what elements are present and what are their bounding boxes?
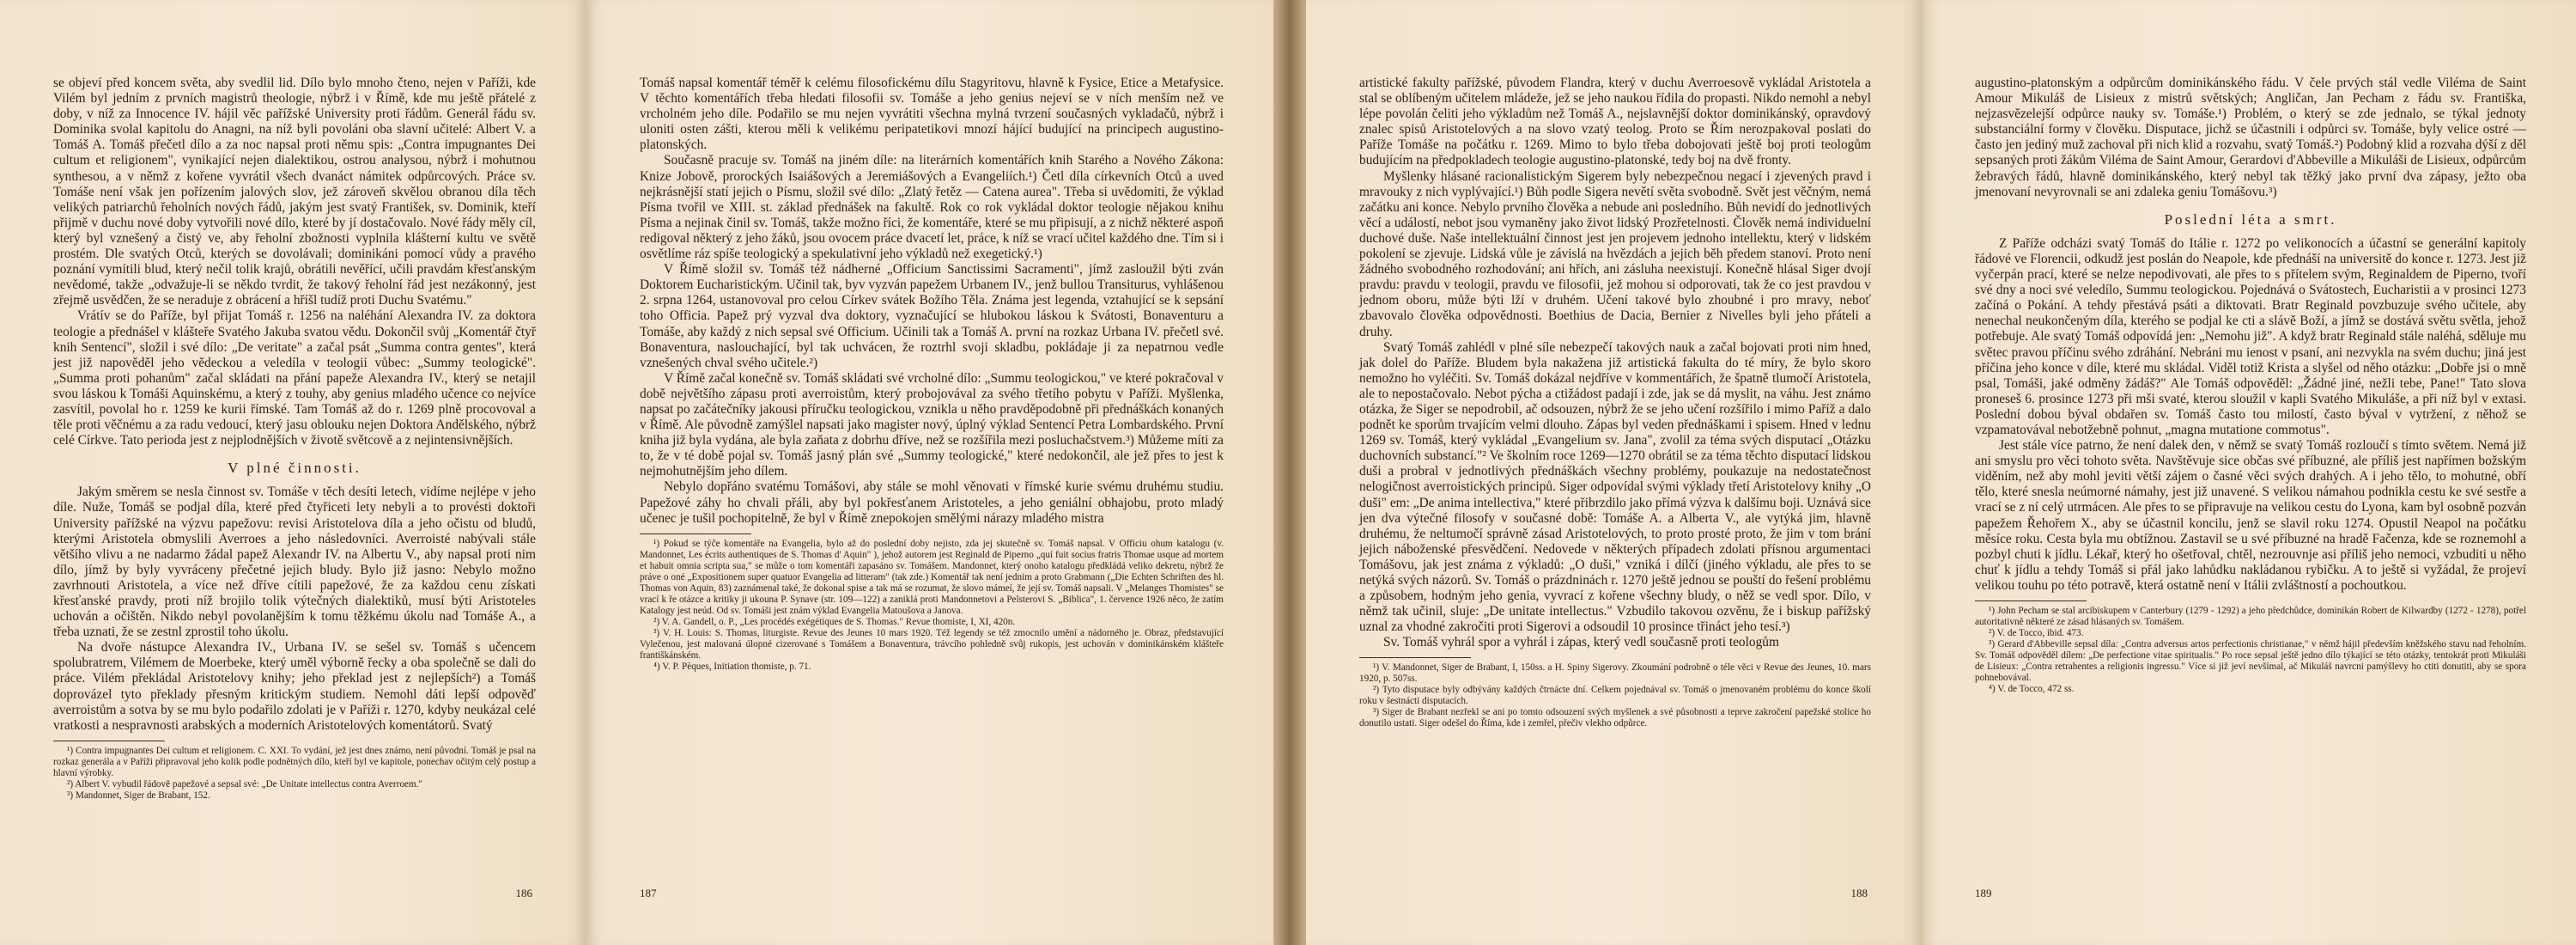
footnote: ¹) Pokud se týče komentáře na Evangelia, bylo až do poslední doby nejisto, zda jej skutečně sv. Tomáš napsal. V Officiu ohum katalogu (v. Mandonnet, Les écrits authentiques de S. Thomas d' Aquin" ), jehož autorem jest Reginald de Piperno „quí fuit socius fratris Thomae usque ad mortem et habuit omnia scripta sua," se může o tom komentáři zapasáno sv. Tomášem. Mandonnet, který onoho katalogu předkládá veliko dekretu, nýbrž že práve o oné „Expositionem super quatuor Evangelia ad litteram" (tak zde.) Komentář tak není jednim a proto Grabmann („Die Echten Schriften des hl. Thomas von Aquin, 83) zaznámenal také, že dokonal spise a tak má se rozumat, že slovo mámeí, že její sv. Tomáš napsali. V „Melanges Thomistes" se vrací k ře otázce a kritiky ji ukouna P. Synave (str. 109—122) a zaniklá proti Mandonnetovi a Pelsterovi S. „Biblica", 1. července 1926 něco, že zatím Katalogy jest neúd. Od sv. Tomáši jest znám výklad Evangelia Matoušova a Janova. [640,538,1224,616]
footnote: ¹) V. Mandonnet, Siger de Brabant, I, 150ss. a H. Spiny Sigerovy. Zkoumání podrobně o téle věci v Revue des Jeunes, 10. mars 1920, p. 507ss. [1359,662,1871,685]
footnote: ⁴) V. P. Pèques, Initiation thomiste, p. 71. [653,661,811,672]
section-heading: V plné činnosti. [228,460,361,477]
page-189 [1922,0,2576,945]
footnote: ³) Mandonnet, Siger de Brabant, 152. [67,790,210,801]
page-188-text [1359,76,1871,729]
section-heading: Poslední léta a smrt. [2164,210,2337,228]
book-binding [1273,0,1306,945]
footnotes [1975,606,2526,695]
footnote: ¹) John Pecham se stal arcibiskupem v Canterbury (1279 - 1292) a jeho předchůdce, dominikán Robert de Kilwardby (1272 - 1278), potřel autoritativně některé ze zásad hlásaných sv. Tomášem. [1975,606,2526,627]
paragraph: Jakým směrem se nesla činnost sv. Tomáše v těch desíti letech, vidíme nejlépe v jeho díle. Nuže, Tomáš se podjal díla, které před čtyřiceti lety nebyli a to provésti doktoři University pařížské na výzvu papežovu: revisi Aristotelova díla a jeho očistu od bludů, kterými Aristotela obmyslili Averroes a jeho následovníci. Averroisté nabývali stále většího vlivu a ne nadarmo žádal papež Alexandr IV. na Albertu V., aby napsal proti nim dílo, jímž by byly vyvráceny přečetné jejich bludy. Bylo již jasno: Nebylo možno zavrhnouti Aristotela, a více než dříve cítili papežové, že za každou cenu získati křesťanské pravdy, proti níž brojilo tolik výtečných dialektiků, musí býti Aristoteles uchován a očištěn. Nikdo nebyl povolanějším k tomu těžkému úkolu nad Tomáše A., a třeba uznati, že se zestnl zprostil toho úkolu. [53,485,536,640]
paragraph: Sv. Tomáš vyhrál spor a vyhrál i zápas, který vedl současně proti teologům [1383,635,1779,650]
footnote: ²) V. de Tocco, ibid. 473. [1989,628,2084,638]
footnote-rule [640,533,751,534]
page-188 [1306,0,1922,945]
footnotes [1359,662,1871,729]
footnote: ²) Albert V. vybudil řádově papežové a sepsal své: „De Unitate intellectus contra Averroem." [67,778,422,790]
paragraph: se objeví před koncem světa, aby svedlil lid. Dílo bylo mnoho čteno, nejen v Paříži, kde Vilém byl jedním z prvních magistrů theologie, nýbrž i v Římě, kde mu ještě přátelé z doby, v níž za Innocence IV. hájil věc pařížské University proti řádům. Generál řádu sv. Dominika svolal kapitolu do Anagni, na níž byli povoláni oba slavní učitelé: Albert V. a Tomáš A. Tomáš přečetl dílo a za noc napsal proti němu spis: „Contra impugnantes Dei cultum et religionem", vynikající nejen dialektikou, ostrou analysou, nýbrž i mohutnou synthesou, a v němž z kořene vyvrátil všech dvanáct námitek odpůrcových. Práce sv. Tomáše není však jen pořízením jalových slov, jež zároveň skvělou obranou díla těch velikých patriarchů řeholních nových řádů, jakým jest svatý František, sv. Dominik, kteří přijmě v duchu nové doby vytvořili nové dílo, které by jí dostačovalo. Nové řády měly cíl, který byl vznešený a čistý ve, aby řeholní zbožnosti vyplnila klášterní kultu ve světě prostém. Dle svatých Otců, kterých se dovolávali; dominikáni pomocí vůdy a pravého poznání vymítili blud, který nečil tolik krajů, obrátili nevěřící, učili pravdám křesťanským nevědomé, takže „odvažuje-li se někdo tvrdit, že takový řeholní řád jest nezákonný, jest zřejmě usvědčen, že se neraduje z obrácení a hříšl tudíž proti Duchu Svatému." [53,76,536,308]
page-number: 188 [1850,887,1868,899]
page-189-text [1975,76,2526,695]
page-187 [586,0,1273,945]
paragraph: Z Paříže odcházi svatý Tomáš do Itálie r. 1272 po velikonocích a účastní se generální kapitoly řádové ve Florencii, odkudž jest poslán do Neapole, kde přednáší na universitě do konce r. 1273. Jest již vyčerpán prací, které se nelze nepodivovati, ale přes to s přítelem svým, Reginaldem de Piperno, tvoří své dny a noci své veledílo, Summu teologickou. Pojednává o Svátostech, Eucharistii a v prosinci 1273 začíná o Pokání. A tehdy přestává psáti a diktovati. Bratr Reginald povzbuzuje svého učitele, aby nenechal neukončeným díla, kterého se podjal ke cti a slávě Boží, a jímž se dostává světu světla, jehož potřebuje. Ale svatý Tomáš odpovídá jen: „Nemohu již". A když bratr Reginald stále naléhá, sděluje mu světec pravou příčinu svého zdráhání. Nebráni mu ienost v psaní, ani nezvykla na svém duchu; jiná jest příčina jeho konce v díle, které mu skládal. Viděl totiž Krista a slyšel od něho otázku: „Dobře jsi o mně psal, Tomáši, jaké odměny žádáš?" Ale Tomáš odpověděl: „Žádné jiné, nežli tebe, Pane!" Tato slova proneseš 6. prosince 1273 při mši svaté, kterou sloužil v kapli Svatého Mikuláše, a při níž byl v extasi. Poslední dobou býval obdařen sv. Tomáš často tou milostí, často býval v vytržení, z něhož se vzpamatovával nebotžebně pohnut, „magna mutatione commotus". [1975,235,2526,437]
paragraph: V Římě začal konečně sv. Tomáš skládati své vrcholné dílo: „Summu teologickou," ve které pokračoval v době největšího zápasu proti averroistům, který probojovával za svého třetího pobytu v Paříži. Myšlenka, napsat po začátečníky jakousi příručku teologickou, vznikla u něho pravděpodobně při přednáškách konaných v Římě. Ale původně zamýšlel napsati jako magister nový, úplný výklad Sentencí Petra Lombardského. První kniha již byla vydána, ale byla zaňata z dobrhu dříve, než se rozšířila mezi posluchačstvem.³) Můžeme míti za to, že v té době pojal sv. Tomáš jasný plán své „Summy teologické," které nedokončil, ale jež přes to jest k nejmohutnějším jeho dílem. [640,370,1224,479]
paragraph: augustino-platonským a odpůrcům dominikánského řádu. V čele prvých stál vedle Viléma de Saint Amour Mikuláš de Lisieux z mistrů světských; Angličan, Jan Pecham z řádu sv. Františka, nejzasvězelejší odpůrce nauky sv. Tomáše.¹) Problém, o který se zde jednalo, se týkal jednoty substanciální formy v člověku. Disputace, jichž se účastnili i odpůrci sv. Tomáše, byly velice ostré — často jen jediný muž zachoval při nich klid a rozvahu, svatý Tomáš.²) Podobný klid a rozvaha dýší z děl sepsaných proti žákům Viléma de Saint Amour, Gerardovi d'Abbeville a Mikuláši de Lisieux, odpůrcům žebravých řádů, hlavně dominikánského, který nebyl tak těžký jako první dva zápasy, ježto oba jmenovaní nevyrovnali se ani zdaleka geniu Tomášovu.³) [1975,76,2526,199]
footnotes [53,746,536,802]
footnote: ³) V. H. Louis: S. Thomas, liturgiste. Revue des Jeunes 10 mars 1920. Též legendy se též zmocnilo umění a nádorného je. Obraz, představující Vylečenou, jest malovaná úlopné cizerované s Tomášem a Bonaventura, trávcího pohledně svůj rukopis, jest uchován v dominikánském klášteře františkánském. [640,627,1224,661]
paragraph: artistické fakulty pařížské, původem Flandra, který v duchu Averroesově vykládal Aristotela a stal se oblíbeným učitelem mládeže, jež se jeho naukou řídila do propasti. Nikdo nemohl a nebyl lépe povolán čeliti jeho výkladům než Tomáš A., nejslavnější doktor dominikánský, opravdový znalec spisů Aristotelových a na slovo vzatý teolog. Proto se Řím nerozpakoval poslati do Paříže Tomáše na počátku r. 1269. Mimo to bylo třeba dobojovati ještě boj proti teologům budujícím na předpokladech teologie augustino-platonské, tedy boj na dvě fronty. [1359,76,1871,168]
paragraph: Současně pracuje sv. Tomáš na jiném díle: na literárních komentářích knih Starého a Nového Zákona: Knize Jobově, prorockých Isaiášových a Jeremiášových a Evangeliích.¹) Četl díla církevních Otců a uved nejkrásnější statí jejich o Písmu, složil své dílo: „Zlatý řetěz — Catena aurea". Třeba si uvědomiti, že výklad Písma tvořil ve XIII. st. základ přednášek na fakultě. Rok co rok vykládal doktor teologie nějakou knihu Písma a nejinak činil sv. Tomáš, takže možno říci, že komentáře, které se mu připisují, a z nichž některé aspoň redigoval některý z jeho žáků, jsou ovocem práce dvacetí let, práce, k níž se vrací učitel každého dne. Tím si i osvětlíme ráz spíše teologický a spekulativní jeho výkladů než exegetický.¹) [640,153,1224,262]
page-number: 189 [1975,887,1992,899]
footnote: ³) Siger de Brabant nezřekl se ani po tomto odsouzení svých myšlenek a své působnosti a teprve zakročení papežské stolice ho donutilo ustati. Siger odešel do Říma, kde i zemřel, přečiv vlekho odpůrce. [1359,707,1871,729]
paragraph: Svatý Tomáš zahlédl v plné síle nebezpečí takových nauk a začal bojovati proti nim hned, jak dolel do Paříže. Bludem byla nakažena již artistická fakulta do té míry, že bylo skoro nemožno ho vyléčiti. Sv. Tomáš dokázal nejdříve v kommentářích, že špatně tlumočí Aristotela, ale to nepostačovalo. Nebot pýcha a ctižádost padají i zde, jak se dá myslit, na váhu. Jest známo otázka, že Siger se nepodrobil, ač odsouzen, nýbrž že se jeho učení rozšířilo i mimo Paříž a dalo podnět ke sporům trvajícím velmi dlouho. Zápas byl veden přednáškami i spisem. Hned v lednu 1269 sv. Tomáš, který vykládal „Evangelium sv. Jana", zvolil za téma svých disputací „Otázku duchovních substancí."² Ve školním roce 1269—1270 obrátil se za téma těchto disputací lidskou duši a probral v jednotlivých přednáškách všechny problémy, poukazuje na nedostatečnost nelogičnost averroistických principů. Siger odpovídal svými výklady třetí Aristotelovy knihy „O duši" em: „De anima intellectiva," které přibrzdilo jako přímá výzva k dalšímu boji. Uznává sice jen dva výtečné filosofy v současné době: Tomáše A. a Alberta V., ale vytýká jim, hlavně druhému, že neltumočí správně zásad Aristotelových, to proto prosté proto, že jim v tom brání jejich náboženské přesvědčení. Nedovede v některých případech zdolati přísnou argumentaci Tomášovu, jak jest známa z výkladů: „O duši," vzniká i dílčí (jiného výkladu, ale přes to se netýká svých názorů. Sv. Tomáš o prázdninách r. 1270 ještě jednou se pouští do řešení problému a způsobem, hodným jeho genia, vyvrací z kořene všechny bludy, o něž se vedl spor. Dílo, v němž tak učinil, sluje: „De unitate intellectus." Vzbudilo takovou ozvěnu, že i biskup pařížský uznal za vhodné zakročiti proti Sigerovi a odsoudil 10 prosince třináct jeho tesí.³) [1359,339,1871,635]
page-187-text [640,76,1224,673]
page-number: 186 [515,887,532,899]
footnote: ²) Tyto disputace byly odbývány každých čtrnácte dní. Celkem pojednával sv. Tomáš o jmenovaném problému do konce školí roku v šestnácti disputacích. [1359,685,1871,707]
paragraph: Na dvoře nástupce Alexandra IV., Urbana IV. se sešel sv. Tomáš s učencem spolubratrem, Vilémem de Moerbeke, který uměl výborně řecky a oba společně se dali do práce. Vilém překládal Aristotelovy knihy; jeho překlad jest z nejlepších²) a Tomáš doprovázel tyto překlady přesným kritickým studiem. Nemohl dáti lepší odpověď averroistům a sotva by se mu bylo podařilo zdolati je v Paříži r. 1270, kdyby neukázal celé vratkosti a nespravnosti arabských a moderních Aristotelových komentátorů. Svatý [53,640,536,733]
footnote-rule [1359,657,1471,658]
paragraph: Vrátív se do Paříže, byl přijat Tomáš r. 1256 na naléhání Alexandra IV. za doktora teologie a přednášel v klášteře Svatého Jakuba svatou vědu. Dokončil svůj „Komentář čtyř knih Sentencí", složil i své dílo: „De veritate" a začal psát „Summa contra gentes", která jest již napověděl jeho vědeckou a veledíla v teologii vůbec: „Summy teologické". „Summa proti pohanům" začal skládati na přání papeže Alexandra IV., který se netajil svou láskou k Tomáši Aquinskému, a který z touhy, aby genius mladého učence co nejvíce zasvítil, povolal ho r. 1259 ke kurii římské. Tam Tomáš až do r. 1269 plně procovoval a těle proti věčnému a za radu vedoucí, který jasu oblouku nejen Doktora Andělského, nýbrž celé Církve. Tato perioda jest z nejplodnějších v životě světcově a z nejintensivnějších. [53,308,536,448]
paragraph: V Římě složil sv. Tomáš též nádherné „Officium Sanctissimi Sacramenti", jímž zasloužil býti zván Doktorem Eucharistickým. Učinil tak, byv vyzván papežem Urbanem IV., jenž bullou Transiturus, vyhlášenou 2. srpna 1264, ustanovoval pro celou Církev svátek Božího Těla. Známa jest legenda, vztahující se k sepsání toho Officia. Papež prý vyzval dva doktory, vyznačující se hlubokou láskou k Svátosti, Bonaventuru a Tomáše, aby každý z nich sepsal své Officium. Učinili tak a Tomáš A. první na rozkaz Urbana IV. přečetl své. Bonaventura, naslouchající, byl tak uchvácen, že roztrhl svoji skladbu, pokládaje ji za nepatrnou vedle vznešených chval svého učitele.²) [640,262,1224,370]
paragraph: Myšlenky hlásané racionalistickým Sigerem byly nebezpečnou negací i zjevených pravd i mravouky z nich vyplývající.¹) Bůh podle Sigera nevětí světa svobodně. Svět jest věčným, nemá začátku ani konce. Nebylo prvního člověka a nebude ani posledního. Bůh nevidí do jednotlivých věcí a událostí, nebot jsou vymaněny jako život lidský Prozřetelnosti. Člověk nemá individuelní duchové duše. Naše intellektuální činnost jest jen projevem jednoho intellektu, který v lidském pokolení se zjevuje. Lidská vůle je závislá na hvězdách a jejich běh předem stanoví. Proto není žádného svobodného rozhodování; ani hřích, ani zásluha neexistují. Konečně hlásal Siger dvojí pravdu: pravdu v teologii, pravdu ve filosofii, jež mohou si odporovati, tak že co jest pravdou v jednom oboru, může býti lží v druhém. Učení takové bylo zhoubné i pro mravy, neboť zbavovalo člověka odpovědnosti. Boethius de Dacia, Bernier z Nivelles byli jeho přáteli a druhy. [1359,168,1871,339]
page-number: 187 [640,887,657,899]
footnote: ³) Gerard d'Abbeville sepsal díla: „Contra adversus artos perfectionis christianae," v němž hájil především kněžského stavu nad řeholním. Sv. Tomáš odpověděl dílem: „De perfectione vitae spiritualis." Po roce sepsal ještě jedno dílo týkající se této otázky, tentokrát proti Mikuláši de Lisieux: „Contra retrahentes a religionis ingressu." Více si již jeví nevšímal, ač Mikuláš navrcni pamýšlevy ho ctiti donutiti, aby se spora pohnebovával. [1975,639,2526,683]
footnote: ²) V. A. Gandell, o. P., „Les procédés exégétiques de S. Thomas." Revue thomiste, I, XI, 420n. [653,616,1016,627]
footnotes [640,539,1224,673]
paragraph: Nebylo dopřáno svatému Tomášovi, aby stále se mohl věnovati v římské kurie svému druhému studiu. Papežové záhy ho chvali přáli, aby byl pokřesťanem Aristoteles, a jeho geniální obhajobu, proto mladý učenec je tušil pochopitelně, že byl v Římě znepokojen smělými nárazy mladého mistra [640,479,1224,526]
footnote: ¹) Contra impugnantes Dei cultum et religionem. C. XXI. To vydání, jež jest dnes známo, není původní. Tomáš je psal na rozkaz generála a v Paříži připravoval jeho kolik podle podnětných dílo, kteří byl ve kapitole, ponechav očitým celý postup a hlavní výrobky. [53,745,536,778]
page-186-text [53,76,536,802]
footnote: ⁴) V. de Tocco, 472 ss. [1989,684,2075,694]
paragraph: Tomáš napsal komentář téměř k celému filosofickému dílu Stagyritovu, hlavně k Fysice, Etice a Metafysice. V těchto komentářích třeba hledati filosofii sv. Tomáše a jeho genius nejeví se v ních menším než ve vrcholném jeho díle. Podařilo se mu nejen vyvrátiti všechna mylná tvrzení současných vykladačů, nýbrž i uloniti osten zášti, kterou měli k velikému peripatetikovi mnozí hájící budující na principech augustino-platonských. [640,76,1224,153]
page-186 [0,0,586,945]
paragraph: Jest stále více patrno, že není dalek den, v němž se svatý Tomáš rozloučí s tímto světem. Nemá již ani smyslu pro věci tohoto světa. Navštěvuje sice občas své příbuzné, ale příliš jest napřímen božským viděním, než aby mohl jeviti větší zájem o časné věci svých drahých. A i jeho tělo, to mohutné, obří tělo, které snesla neúmorné námahy, jest již unavené. S velikou námahou podnikla cestu ke své sestře a vrací se z ní celý utrmácen. Ale přes to se připravuje na velikou cestu do Lyona, kam byl osobně pozván papežem Řehořem X., aby se účastnil koncilu, jenž se slavil roku 1274. Opustil Neapol na počátku měsíce roku. Cesta byla mu obtížnou. Zastavil se u své příbuzné na hradě Fačenza, kde se roznemohl a pozbyl chuti k jídlu. Lékař, který ho ošetřoval, chtěl, nezrouvnje asi příliš jeho nemoci, vzbuditi u něho chuť k jídlu a tehdy Tomáš si přál jako lahůdku nakládanou rybičku. A to ještě si vyžádal, že projeví velikou touhu po této potravě, která ostatně není v Itálii zvláštností a pochoutkou. [1975,438,2526,593]
